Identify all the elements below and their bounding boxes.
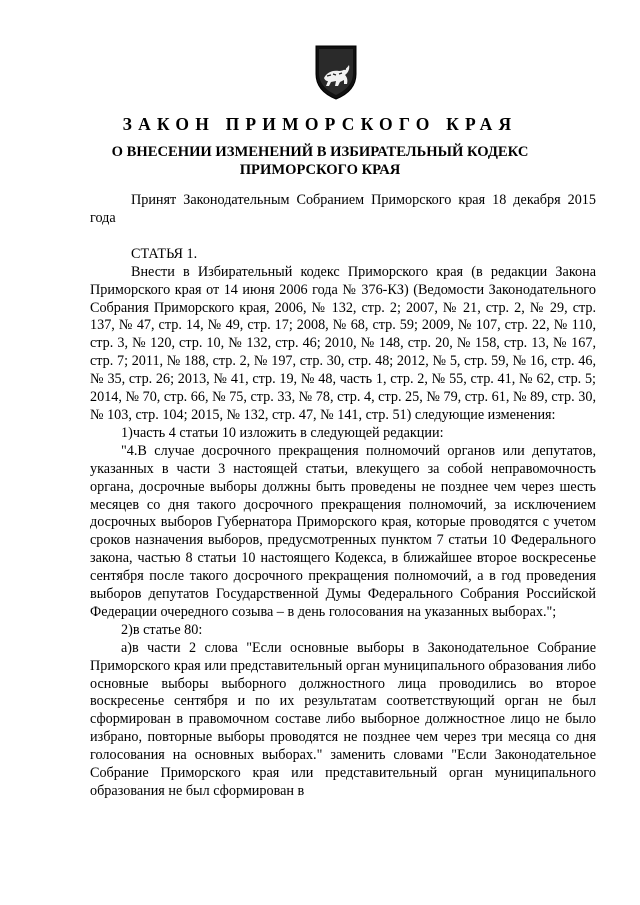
article-heading: СТАТЬЯ 1.	[131, 245, 198, 262]
item-2a-text: а)в части 2 слова "Если основные выборы в Законодательное Собрание Приморского края или представительный орган муниципального образования либо основные выборы выборного должностного лица проводились во второе воскресенье сентября и по их результатам соответствующий орган не был сформирован в правомочном составе либо выборное должностное лицо не было избрано, повторные выборы проводятся не позднее чем через три месяца со дня голосования на основных выборах." заменить словами "Если Законодательное Собрание Приморского края или представительный орган муниципального образования не был сформирован в	[90, 639, 596, 799]
adoption-statement: Принят Законодательным Собранием Приморского края 18 декабря 2015 года	[90, 192, 596, 226]
item-1-heading: 1)часть 4 статьи 10 изложить в следующей редакции:	[121, 424, 444, 441]
document-body	[90, 192, 596, 801]
law-subtitle-line: О ВНЕСЕНИИ ИЗМЕНЕНИЙ В ИЗБИРАТЕЛЬНЫЙ КОДЕКС	[111, 144, 529, 160]
law-subtitle	[0, 143, 640, 179]
law-subtitle-line: ПРИМОРСКОГО КРАЯ	[239, 162, 401, 178]
primorsky-coat-of-arms-icon	[313, 44, 359, 100]
article-intro: Внести в Избирательный кодекс Приморского края (в редакции Закона Приморского края от 14 июня 2006 года № 376-КЗ) (Ведомости Законодательного Собрания Приморского края, 2006, № 132, стр. 2; 2007, № 21, стр. 2, № 29, стр. 137, № 47, стр. 14, № 49, стр. 17; 2008, № 68, стр. 59; 2009, № 107, стр. 22, № 110, стр. 3, № 120, стр. 10, № 132, стр. 46; 2010, № 148, стр. 20, № 158, стр. 13, № 167, стр. 7; 2011, № 188, стр. 2, № 197, стр. 30, стр. 48; 2012, № 5, стр. 59, № 16, стр. 46, № 35, стр. 26; 2013, № 41, стр. 19, № 48, часть 1, стр. 2, № 55, стр. 41, № 62, стр. 5; 2014, № 70, стр. 66, № 75, стр. 33, № 78, стр. 4, стр. 25, № 79, стр. 61, № 89, стр. 30, № 103, стр. 104; 2015, № 132, стр. 47, № 141, стр. 51) следующие изменения:	[90, 263, 596, 423]
item-2-heading: 2)в статье 80:	[121, 621, 203, 638]
item-1-text: "4.В случае досрочного прекращения полномочий органов или депутатов, указанных в части 3 настоящей статьи, влекущего за собой неправомочность органа, досрочные выборы должны быть проведены не позднее чем через шесть месяцев со дня такого досрочного прекращения полномочий, за исключением досрочных выборов Губернатора Приморского края, которые проводятся с учетом сроков назначения выборов, предусмотренных пунктом 7 статьи 10 Федерального закона, частью 8 статьи 10 настоящего Кодекса, в ближайшее второе воскресенье сентября после такого досрочного прекращения полномочий, а в год проведения выборов депутатов Государственной Думы Федерального Собрания Российской Федерации очередного созыва – в день голосования на указанных выборах.";	[90, 442, 596, 620]
law-title: ЗАКОН ПРИМОРСКОГО КРАЯ	[122, 114, 518, 134]
